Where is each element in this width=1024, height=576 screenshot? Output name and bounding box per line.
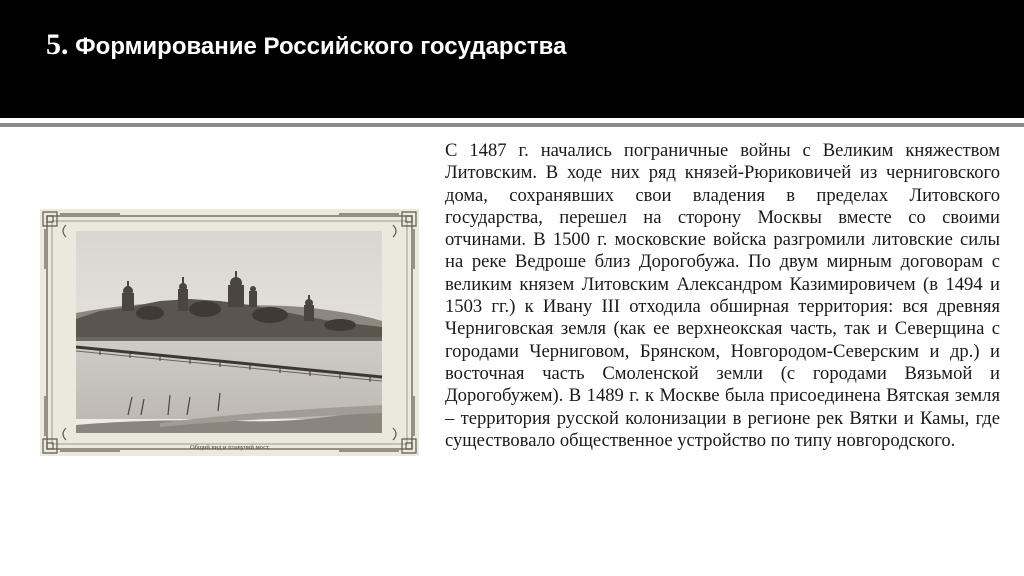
slide-title-number: 5. bbox=[46, 28, 69, 61]
body-paragraph: С 1487 г. начались пограничные войны с Великим княжеством Литовским. В ходе них ряд князей-Рюриковичей из черниговского дома, сохранявших свои владения в пределах Литовского государства, перешел на сторону Москвы вместе со своими отчинами. В 1500 г. московские войска разгромили литовские силы на реке Ведроше близ Дорогобужа. По двум мирным договорам с великим князем Литовским Александром Казимировичем (в 1494 и 1503 гг.) к Ивану III отходила обширная территория: вся древняя Черниговская земля (как ее верхнеокская часть, так и Северщина с городами Черниговом, Брянском, Новгородом-Северским и др.) и восточная часть Смоленской земли (с городами Вязьмой и Дорогобужем). В 1489 г. к Москве была присоединена Вятская земля – территория русской колонизации в регионе рек Вятки и Камы, где существовало общественное устройство по типу новгородского. bbox=[445, 140, 1000, 451]
title-divider bbox=[0, 123, 1024, 127]
historical-photo bbox=[40, 209, 419, 456]
slide-title-text: Формирование Российского государства bbox=[75, 33, 567, 60]
photo-caption: Общий вид и плавучий мост. bbox=[189, 444, 271, 451]
slide-title bbox=[46, 28, 566, 62]
title-bar bbox=[0, 0, 1024, 118]
